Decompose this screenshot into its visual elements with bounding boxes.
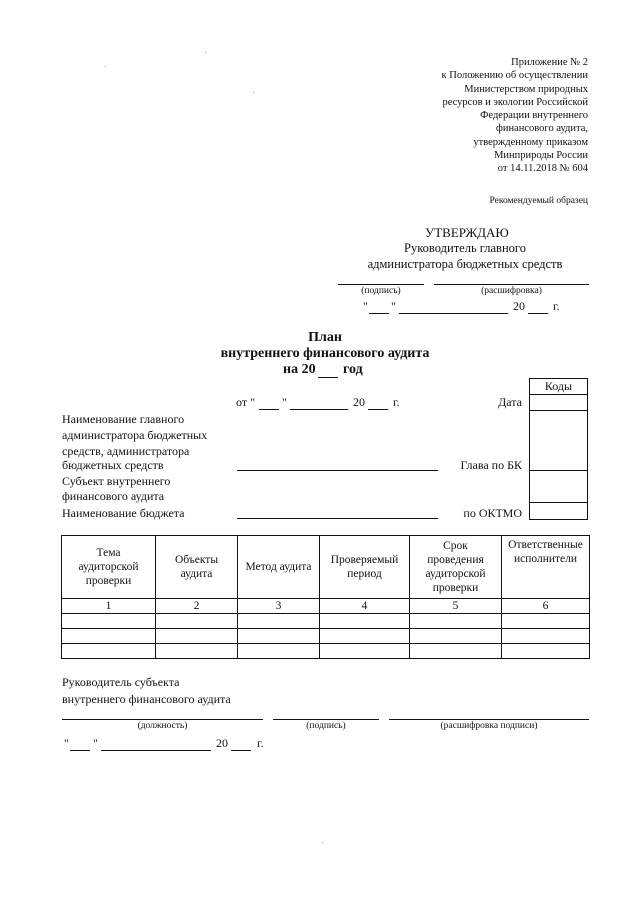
- approval-day-line: [369, 313, 389, 314]
- table-cell[interactable]: [502, 644, 590, 659]
- table-row: [62, 644, 590, 659]
- scan-speck: [322, 842, 323, 843]
- code-cell-date: [530, 394, 587, 411]
- plan-date-year-line: [368, 409, 388, 410]
- footer-date-quote-open: ": [64, 736, 69, 750]
- codes-header: Коды: [530, 379, 587, 395]
- appendix-line: Минприроды России: [494, 150, 588, 162]
- budget-name-label: Наименование бюджета: [62, 506, 185, 520]
- footer-signature-label: (подпись): [306, 721, 346, 731]
- appendix-line: от 14.11.2018 № 604: [497, 163, 588, 175]
- plan-date-quote-close: ": [282, 395, 287, 409]
- table-cell[interactable]: [156, 614, 238, 629]
- col-number: 4: [320, 599, 410, 614]
- table-header-row: [62, 536, 590, 599]
- approval-date-g: г.: [553, 299, 560, 313]
- appendix-line: к Положению об осуществлении: [441, 70, 588, 82]
- col-header-objects: Объекты аудита: [156, 536, 238, 599]
- table-cell[interactable]: [410, 614, 502, 629]
- code-cell-subject: [530, 471, 587, 503]
- admin-name-line: [237, 470, 438, 471]
- plan-title-year-suffix: год: [343, 362, 363, 377]
- table-cell[interactable]: [320, 629, 410, 644]
- footer-signature-line: [273, 719, 379, 720]
- approval-signature-label: (подпись): [361, 286, 401, 296]
- col-header-period: Проверяемый период: [320, 536, 410, 599]
- table-cell[interactable]: [410, 629, 502, 644]
- approval-position-line2: администратора бюджетных средств: [367, 257, 563, 271]
- plan-date-year: 20: [353, 395, 365, 409]
- footer-head-line1: Руководитель субъекта: [62, 675, 180, 689]
- table-cell[interactable]: [62, 644, 156, 659]
- footer-position-line: [62, 719, 263, 720]
- table-cell[interactable]: [502, 614, 590, 629]
- plan-title-year-prefix: на 20: [283, 362, 316, 377]
- admin-name-label-line2: администратора бюджетных: [62, 428, 208, 442]
- subject-label-line2: финансового аудита: [62, 489, 165, 503]
- col-header-term: Срок проведения аудиторской проверки: [410, 536, 502, 599]
- appendix-line: финансового аудита,: [496, 123, 588, 135]
- plan-date-month-line: [290, 409, 348, 410]
- audit-plan-table: [61, 535, 590, 659]
- appendix-line: утвержденному приказом: [473, 136, 588, 148]
- approval-year-line: [528, 313, 548, 314]
- admin-name-label-line3: средств, администратора: [62, 444, 190, 458]
- footer-decode-line: [389, 719, 589, 720]
- col-header-method: Метод аудита: [238, 536, 320, 599]
- table-cell[interactable]: [62, 629, 156, 644]
- scan-speck: [253, 92, 254, 93]
- col-header-responsible: Ответственные исполнители: [502, 536, 590, 599]
- approval-signature-line: [338, 284, 424, 285]
- approval-month-line: [399, 313, 508, 314]
- footer-month-line: [101, 750, 211, 751]
- footer-decode-label: (расшифровка подписи): [440, 721, 538, 731]
- footer-day-line: [70, 750, 90, 751]
- appendix-line: ресурсов и экологии Российской: [442, 96, 588, 108]
- col-number: 2: [156, 599, 238, 614]
- admin-name-label-line1: Наименование главного: [62, 412, 185, 426]
- plan-title-line1: План: [308, 330, 342, 345]
- approval-date-quote-close: ": [391, 299, 396, 313]
- scan-speck: [105, 66, 106, 67]
- oktmo-label: по ОКТМО: [463, 506, 522, 520]
- approval-date-year: 20: [513, 299, 525, 313]
- col-header-topic: Тема аудиторской проверки: [62, 536, 156, 599]
- footer-year-line: [231, 750, 251, 751]
- plan-date-day-line: [259, 409, 279, 410]
- table-cell[interactable]: [410, 644, 502, 659]
- appendix-line: Федерации внутреннего: [480, 110, 588, 122]
- appendix-note: [442, 56, 588, 176]
- approval-position-line1: Руководитель главного: [404, 241, 526, 255]
- table-cell[interactable]: [502, 629, 590, 644]
- table-number-row: [62, 599, 590, 614]
- approval-title: УТВЕРЖДАЮ: [425, 225, 509, 240]
- scan-speck: [205, 52, 206, 53]
- code-cell-chapter-bk: [530, 411, 587, 471]
- table-cell[interactable]: [320, 614, 410, 629]
- approval-date-quote-open: ": [363, 299, 368, 313]
- chapter-bk-label: Глава по БК: [460, 458, 522, 472]
- date-label: Дата: [498, 395, 522, 409]
- appendix-line: Приложение № 2: [511, 57, 588, 68]
- table-row: [62, 629, 590, 644]
- table-cell[interactable]: [156, 629, 238, 644]
- approval-decode-line: [434, 284, 589, 285]
- footer-date-year: 20: [216, 736, 228, 750]
- codes-box: [529, 378, 588, 520]
- recommended-sample-note: Рекомендуемый образец: [489, 196, 588, 206]
- plan-date-from: от ": [236, 395, 255, 409]
- approval-decode-label: (расшифровка): [481, 286, 542, 296]
- subject-label-line1: Субъект внутреннего: [62, 474, 171, 488]
- table-cell[interactable]: [238, 629, 320, 644]
- table-row: [62, 614, 590, 629]
- plan-title-year-line: [318, 377, 338, 378]
- col-number: 3: [238, 599, 320, 614]
- footer-date-quote-close: ": [93, 736, 98, 750]
- plan-title-line2: внутреннего финансового аудита: [220, 346, 430, 361]
- table-cell[interactable]: [156, 644, 238, 659]
- col-number: 5: [410, 599, 502, 614]
- footer-date-g: г.: [257, 736, 264, 750]
- table-cell[interactable]: [238, 644, 320, 659]
- plan-date-g: г.: [393, 395, 400, 409]
- budget-name-line: [237, 518, 438, 519]
- footer-head-line2: внутреннего финансового аудита: [62, 692, 231, 706]
- footer-position-label: (должность): [137, 721, 188, 731]
- table-cell[interactable]: [62, 614, 156, 629]
- admin-name-label-line4: бюджетных средств: [62, 458, 164, 472]
- col-number: 6: [502, 599, 590, 614]
- appendix-line: Министерством природных: [464, 83, 588, 95]
- col-number: 1: [62, 599, 156, 614]
- table-cell[interactable]: [320, 644, 410, 659]
- table-cell[interactable]: [238, 614, 320, 629]
